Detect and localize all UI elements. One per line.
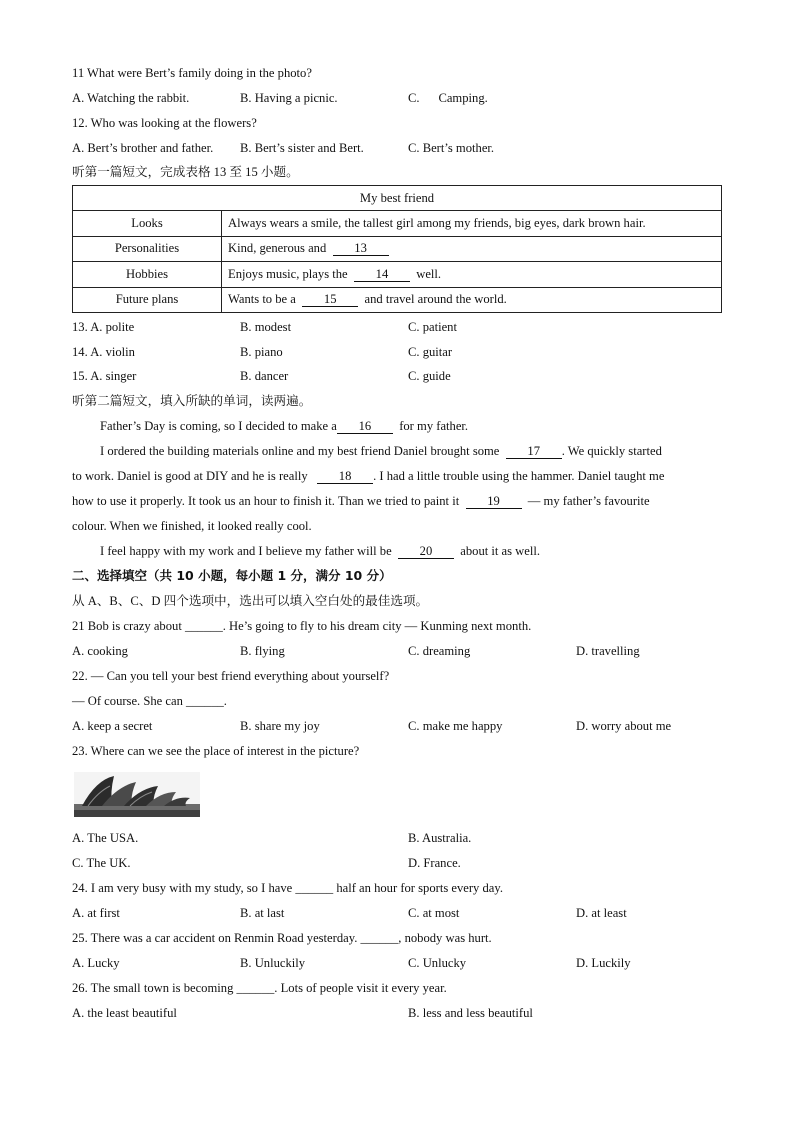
q23-stem: 23. Where can we see the place of interest in the picture? <box>72 744 360 758</box>
q13-option-c[interactable]: C. patient <box>408 320 457 334</box>
q11-stem: 11 What were Bert’s family doing in the photo? <box>72 66 312 80</box>
q21-option-d[interactable]: D. travelling <box>576 644 640 658</box>
blank-19[interactable]: 19 <box>466 494 522 509</box>
q24-option-b[interactable]: B. at last <box>240 906 285 920</box>
blank-16[interactable]: 16 <box>337 419 393 434</box>
table-value-looks: Always wears a smile, the tallest girl among my friends, big eyes, dark brown hair. <box>222 211 722 236</box>
table-value-future-plans: Wants to be a 15 and travel around the world. <box>222 287 722 312</box>
passage-line-1: Father’s Day is coming, so I decided to make a 16 for my father. <box>100 419 469 433</box>
q21-option-a[interactable]: A. cooking <box>72 644 128 658</box>
q25-option-c[interactable]: C. Unlucky <box>408 956 467 970</box>
q14-option-a[interactable]: 14. A. violin <box>72 345 135 359</box>
instruction-listening-2: 听第二篇短文，填入所缺的单词，读两遍。 <box>72 394 312 408</box>
q11-option-b[interactable]: B. Having a picnic. <box>240 91 338 105</box>
q12-option-b[interactable]: B. Bert’s sister and Bert. <box>240 141 364 155</box>
blank-13[interactable]: 13 <box>333 241 389 256</box>
q12-option-c[interactable]: C. Bert’s mother. <box>408 141 495 155</box>
q11-option-c[interactable]: C. Camping. <box>408 91 488 105</box>
q25-stem: 25. There was a car accident on Renmin Road yesterday. ______, nobody was hurt. <box>72 931 492 945</box>
q23-option-c[interactable]: C. The UK. <box>72 856 131 870</box>
section-2-heading: 二、选择填空（共 10 小题，每小题 1 分，满分 10 分） <box>72 568 392 583</box>
q23-option-b[interactable]: B. Australia. <box>408 831 472 845</box>
q22-stem-reply: — Of course. She can ______. <box>72 694 227 708</box>
opera-house-image <box>74 772 200 817</box>
passage-line-2: I ordered the building materials online and my best friend Daniel brought some 17 . We quickly started <box>100 444 662 458</box>
instruction-choice: 从 A、B、C、D 四个选项中，选出可以填入空白处的最佳选项。 <box>72 594 429 608</box>
q23-option-d[interactable]: D. France. <box>408 856 461 870</box>
instruction-listening-1: 听第一篇短文，完成表格 13 至 15 小题。 <box>72 165 299 179</box>
q25-option-d[interactable]: D. Luckily <box>576 956 631 970</box>
q26-stem: 26. The small town is becoming ______. Lots of people visit it every year. <box>72 981 447 995</box>
q25-option-b[interactable]: B. Unluckily <box>240 956 306 970</box>
table-value-personalities: Kind, generous and 13 <box>222 236 722 261</box>
best-friend-table <box>72 185 722 313</box>
q13-option-b[interactable]: B. modest <box>240 320 292 334</box>
blank-18[interactable]: 18 <box>317 469 373 484</box>
q13-option-a[interactable]: 13. A. polite <box>72 320 135 334</box>
passage-line-4: how to use it properly. It took us an hour to finish it. Than we tried to paint it 19 — my father’s favourite <box>72 494 650 508</box>
q12-option-a[interactable]: A. Bert’s brother and father. <box>72 141 214 155</box>
passage-line-5: colour. When we finished, it looked really cool. <box>72 519 312 533</box>
blank-15[interactable]: 15 <box>302 292 358 307</box>
table-key-future-plans: Future plans <box>73 287 222 312</box>
blank-20[interactable]: 20 <box>398 544 454 559</box>
q24-stem: 24. I am very busy with my study, so I have ______ half an hour for sports every day. <box>72 881 504 895</box>
q11-option-a[interactable]: A. Watching the rabbit. <box>72 91 190 105</box>
q24-option-c[interactable]: C. at most <box>408 906 460 920</box>
q12-stem: 12. Who was looking at the flowers? <box>72 116 257 130</box>
table-value-hobbies: Enjoys music, plays the 14 well. <box>222 262 722 287</box>
q22-option-d[interactable]: D. worry about me <box>576 719 672 733</box>
q22-option-c[interactable]: C. make me happy <box>408 719 503 733</box>
q26-option-a[interactable]: A. the least beautiful <box>72 1006 177 1020</box>
q15-option-c[interactable]: C. guide <box>408 369 451 383</box>
passage-line-3: to work. Daniel is good at DIY and he is really 18 . I had a little trouble using the hammer. Daniel taught me <box>72 469 665 483</box>
q15-option-a[interactable]: 15. A. singer <box>72 369 137 383</box>
table-key-hobbies: Hobbies <box>73 262 222 287</box>
q23-option-a[interactable]: A. The USA. <box>72 831 139 845</box>
q26-option-b[interactable]: B. less and less beautiful <box>408 1006 533 1020</box>
passage-line-6: I feel happy with my work and I believe my father will be 20 about it as well. <box>100 544 541 558</box>
q22-option-b[interactable]: B. share my joy <box>240 719 320 733</box>
q24-option-d[interactable]: D. at least <box>576 906 627 920</box>
q21-option-c[interactable]: C. dreaming <box>408 644 471 658</box>
blank-14[interactable]: 14 <box>354 267 410 282</box>
q22-stem: 22. — Can you tell your best friend everything about yourself? <box>72 669 390 683</box>
q21-option-b[interactable]: B. flying <box>240 644 285 658</box>
q25-option-a[interactable]: A. Lucky <box>72 956 120 970</box>
q22-option-a[interactable]: A. keep a secret <box>72 719 153 733</box>
table-key-looks: Looks <box>73 211 222 236</box>
q15-option-b[interactable]: B. dancer <box>240 369 289 383</box>
q14-option-c[interactable]: C. guitar <box>408 345 453 359</box>
q14-option-b[interactable]: B. piano <box>240 345 283 359</box>
q21-stem: 21 Bob is crazy about ______. He’s going to fly to his dream city — Kunming next month. <box>72 619 532 633</box>
table-title: My best friend <box>73 186 722 211</box>
q24-option-a[interactable]: A. at first <box>72 906 120 920</box>
blank-17[interactable]: 17 <box>506 444 562 459</box>
table-key-personalities: Personalities <box>73 236 222 261</box>
